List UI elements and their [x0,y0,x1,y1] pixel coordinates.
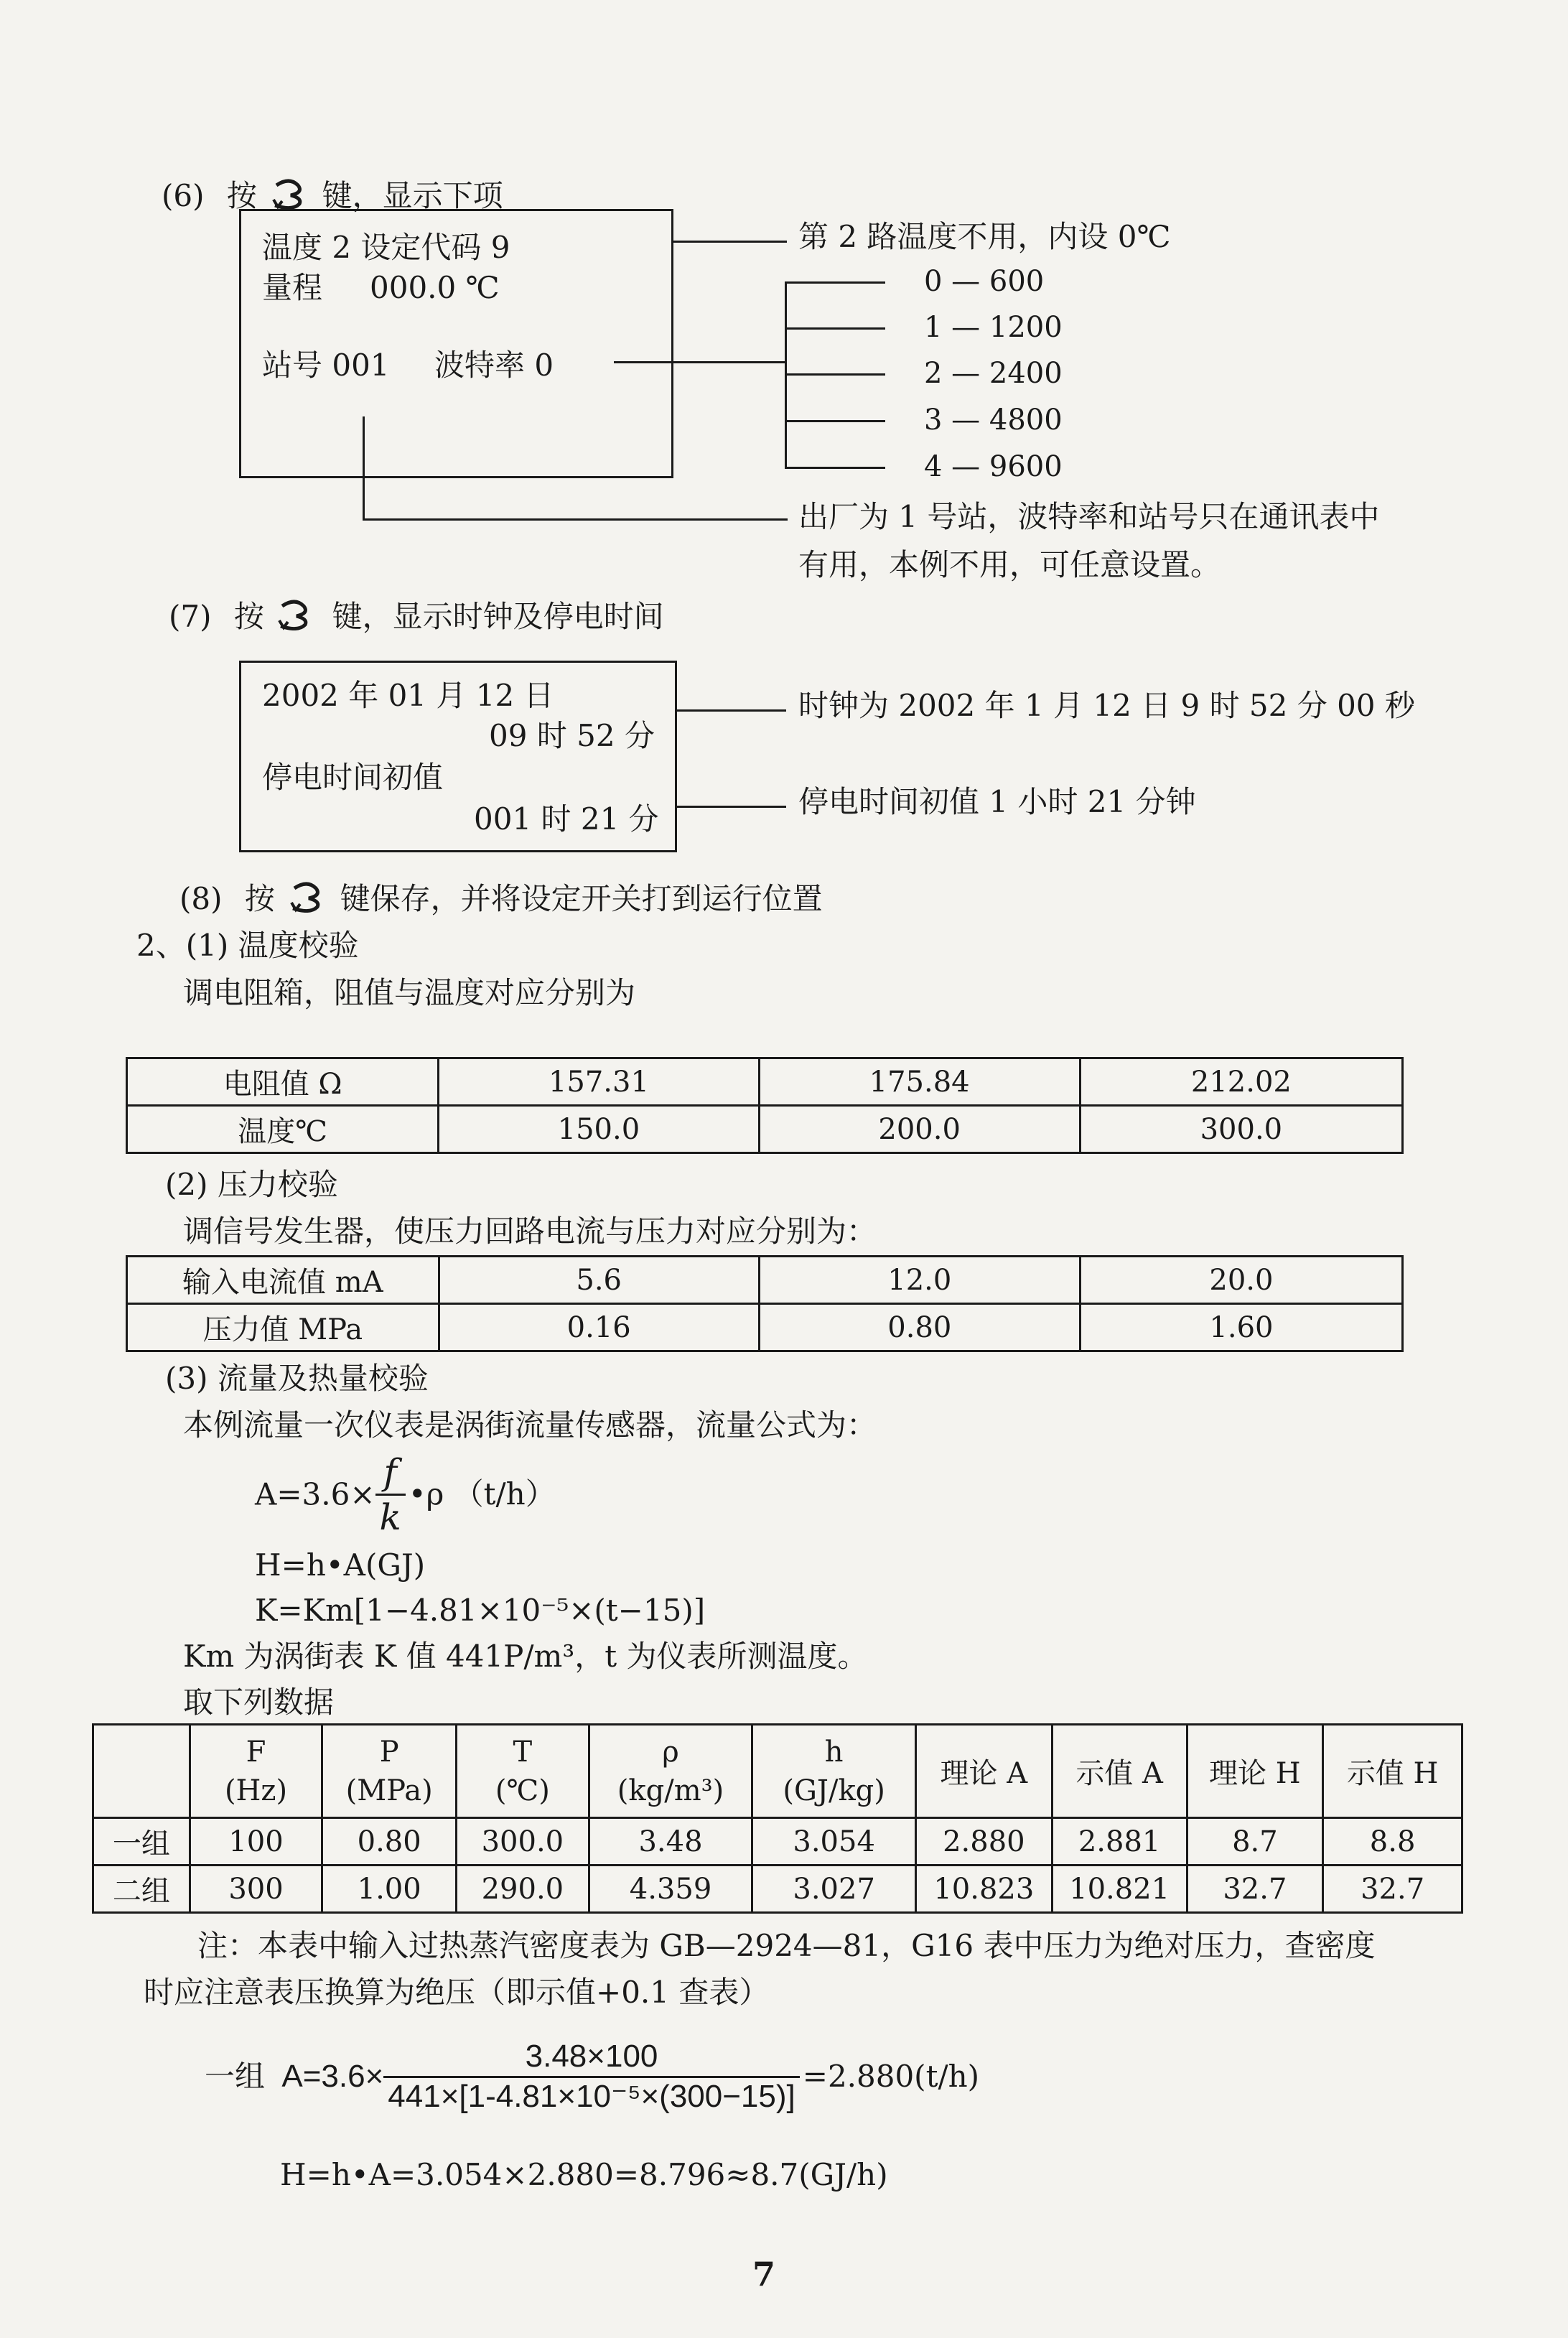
formula-a [255,1450,556,1539]
connector-line [614,361,785,363]
table-cell: 二组 [93,1866,190,1913]
pressure-intro: 调信号发生器，使压力回路电流与压力对应分别为： [183,1214,877,1249]
note-station-line1: 出厂为 1 号站，波特率和站号只在通讯表中 [798,499,1380,534]
baud-option: 4 — 9600 [924,450,1063,483]
display-station: 站号 001 [262,348,390,383]
connector-line [673,241,787,243]
part2-heading: 2、(1) 温度校验 [136,928,359,963]
connector-line [785,373,885,376]
formula-a-prefix: A=3.6× [255,1476,375,1512]
connector-line [363,518,788,521]
step-number: (6) [162,178,205,213]
table-note-line2: 时应注意表压换算为绝压（即示值+0.1 查表） [144,1975,770,2010]
display-outage-label: 停电时间初值 [262,760,444,795]
calc-result: =2.880(t/h) [802,2059,980,2095]
table-header-cell: 示值 H [1323,1725,1462,1818]
table-cell: 2.880 [915,1818,1052,1866]
table-row [127,1106,1403,1153]
calc-label: 一组 [205,2059,266,2095]
calc-prefix: A=3.6× [281,2058,384,2094]
column-symbol: T [513,1735,533,1769]
table-cell: 0.80 [759,1304,1080,1351]
fraction-numerator: 3.48×100 [525,2039,658,2074]
table-cell: 0.80 [322,1818,457,1866]
press-word: 按 [244,881,275,916]
section8-heading [179,881,823,921]
table-cell: 电阻值 Ω [127,1058,439,1106]
table-header-row [93,1725,1462,1818]
step-action: 键，显示下项 [322,178,503,213]
table-row [93,1866,1462,1913]
table-header-cell [93,1725,190,1818]
table-header-cell: 理论 A [915,1725,1052,1818]
calc-h: H=h•A=3.054×2.880=8.796≈8.7(GJ/h) [280,2157,888,2192]
table-row [93,1818,1462,1866]
display-temp2-code: 温度 2 设定代码 9 [262,230,510,265]
formula-a-suffix: •ρ （t/h） [408,1476,556,1512]
baud-option: 3 — 4800 [924,404,1063,437]
table-cell: 压力值 MPa [127,1304,439,1351]
step-action: 键，显示时钟及停电时间 [332,599,664,634]
table-cell: 200.0 [759,1106,1080,1153]
table-header-cell: 示值 A [1052,1725,1187,1818]
note-station-line2: 有用，本例不用，可任意设置。 [798,547,1221,582]
page-number: 7 [752,2255,776,2293]
table-cell: 输入电流值 mA [127,1257,439,1304]
table-cell: 8.8 [1323,1818,1462,1866]
pressure-heading: (2) 压力校验 [165,1167,338,1202]
flow-heat-data-table [92,1723,1463,1914]
table-row [127,1304,1403,1351]
table-row [127,1058,1403,1106]
return-key-icon [289,881,326,921]
pressure-calibration-table [126,1255,1404,1352]
connector-line [785,281,885,284]
calc-line [205,2038,979,2116]
column-unit: (kg/m³) [617,1774,724,1807]
table-cell: 32.7 [1323,1866,1462,1913]
table-cell: 0.16 [439,1304,759,1351]
step-action: 键保存，并将设定开关打到运行位置 [340,881,823,916]
table-cell: 2.881 [1052,1818,1187,1866]
table-row [127,1257,1403,1304]
display-date: 2002 年 01 月 12 日 [262,678,554,713]
table-cell: 1.00 [322,1866,457,1913]
table-cell: 150.0 [439,1106,759,1153]
table-header-cell [752,1725,916,1818]
note-outage: 停电时间初值 1 小时 21 分钟 [798,784,1196,819]
temp-calibration-table [126,1057,1404,1154]
column-symbol: P [379,1735,399,1769]
column-unit: (GJ/kg) [783,1774,885,1807]
step-number: (7) [169,599,212,634]
table-cell: 300 [190,1866,322,1913]
data-intro: 取下列数据 [183,1685,335,1720]
table-cell: 10.823 [915,1866,1052,1913]
table-cell: 温度℃ [127,1106,439,1153]
fraction-denominator: k [375,1494,406,1539]
flow-intro: 本例流量一次仪表是涡街流量传感器，流量公式为： [183,1407,877,1443]
table-cell: 32.7 [1187,1866,1323,1913]
baud-option: 0 — 600 [924,265,1045,298]
note-temp2-unused: 第 2 路温度不用，内设 0℃ [798,219,1171,254]
table-cell: 100 [190,1818,322,1866]
table-header-cell [322,1725,457,1818]
table-cell: 212.02 [1080,1058,1402,1106]
baud-option: 2 — 2400 [924,357,1063,390]
table-cell: 290.0 [457,1866,589,1913]
connector-line [677,709,786,712]
km-note: Km 为涡街表 K 值 441P/m³，t 为仪表所测温度。 [183,1639,868,1674]
table-cell: 5.6 [439,1257,759,1304]
table-cell: 10.821 [1052,1866,1187,1913]
table-cell: 12.0 [759,1257,1080,1304]
fraction [375,1450,406,1539]
table-header-cell [457,1725,589,1818]
fraction-numerator: f [383,1451,397,1493]
press-word: 按 [226,178,257,213]
column-unit: (MPa) [345,1774,433,1807]
table-header-cell [190,1725,322,1818]
flow-heading: (3) 流量及热量校验 [165,1361,429,1396]
table-cell: 1.60 [1080,1304,1402,1351]
connector-line [785,467,885,469]
table-cell: 300.0 [1080,1106,1402,1153]
display-baud: 波特率 0 [434,348,554,383]
table-note-line1: 注：本表中输入过热蒸汽密度表为 GB—2924—81，G16 表中压力为绝对压力，查密度 [197,1928,1376,1963]
fraction [383,2038,799,2116]
column-symbol: F [246,1735,266,1769]
connector-line [677,806,786,808]
column-symbol: ρ [662,1735,679,1769]
table-cell: 175.84 [759,1058,1080,1106]
step-number: (8) [179,881,223,916]
table-header-cell [589,1725,752,1818]
connector-line [785,327,885,330]
formula-k: K=Km[1−4.81×10⁻⁵×(t−15)] [255,1593,706,1628]
table-cell: 20.0 [1080,1257,1402,1304]
press-word: 按 [233,599,264,634]
table-cell: 3.054 [752,1818,916,1866]
table-cell: 8.7 [1187,1818,1323,1866]
note-clock: 时钟为 2002 年 1 月 12 日 9 时 52 分 00 秒 [798,688,1415,723]
fraction-denominator: 441×[1-4.81×10⁻⁵×(300−15)] [383,2076,799,2116]
section7-heading [169,599,664,639]
table-cell: 3.027 [752,1866,916,1913]
column-symbol: h [824,1735,844,1769]
table-cell: 3.48 [589,1818,752,1866]
connector-line [785,420,885,422]
return-key-icon [276,599,314,638]
table-header-cell: 理论 H [1187,1725,1323,1818]
display-time: 09 时 52 分 [489,718,655,753]
display-range-label: 量程 [262,270,323,305]
temp-intro: 调电阻箱，阻值与温度对应分别为 [183,975,636,1010]
display-outage-value: 001 时 21 分 [474,801,659,837]
column-unit: (℃) [495,1774,550,1807]
table-cell: 300.0 [457,1818,589,1866]
column-unit: (Hz) [224,1774,288,1807]
table-cell: 一组 [93,1818,190,1866]
display-range-value: 000.0 ℃ [370,270,500,305]
table-cell: 157.31 [439,1058,759,1106]
formula-h: H=h•A(GJ) [255,1547,426,1583]
table-cell: 4.359 [589,1866,752,1913]
connector-line [363,416,365,518]
baud-option: 1 — 1200 [924,311,1063,344]
